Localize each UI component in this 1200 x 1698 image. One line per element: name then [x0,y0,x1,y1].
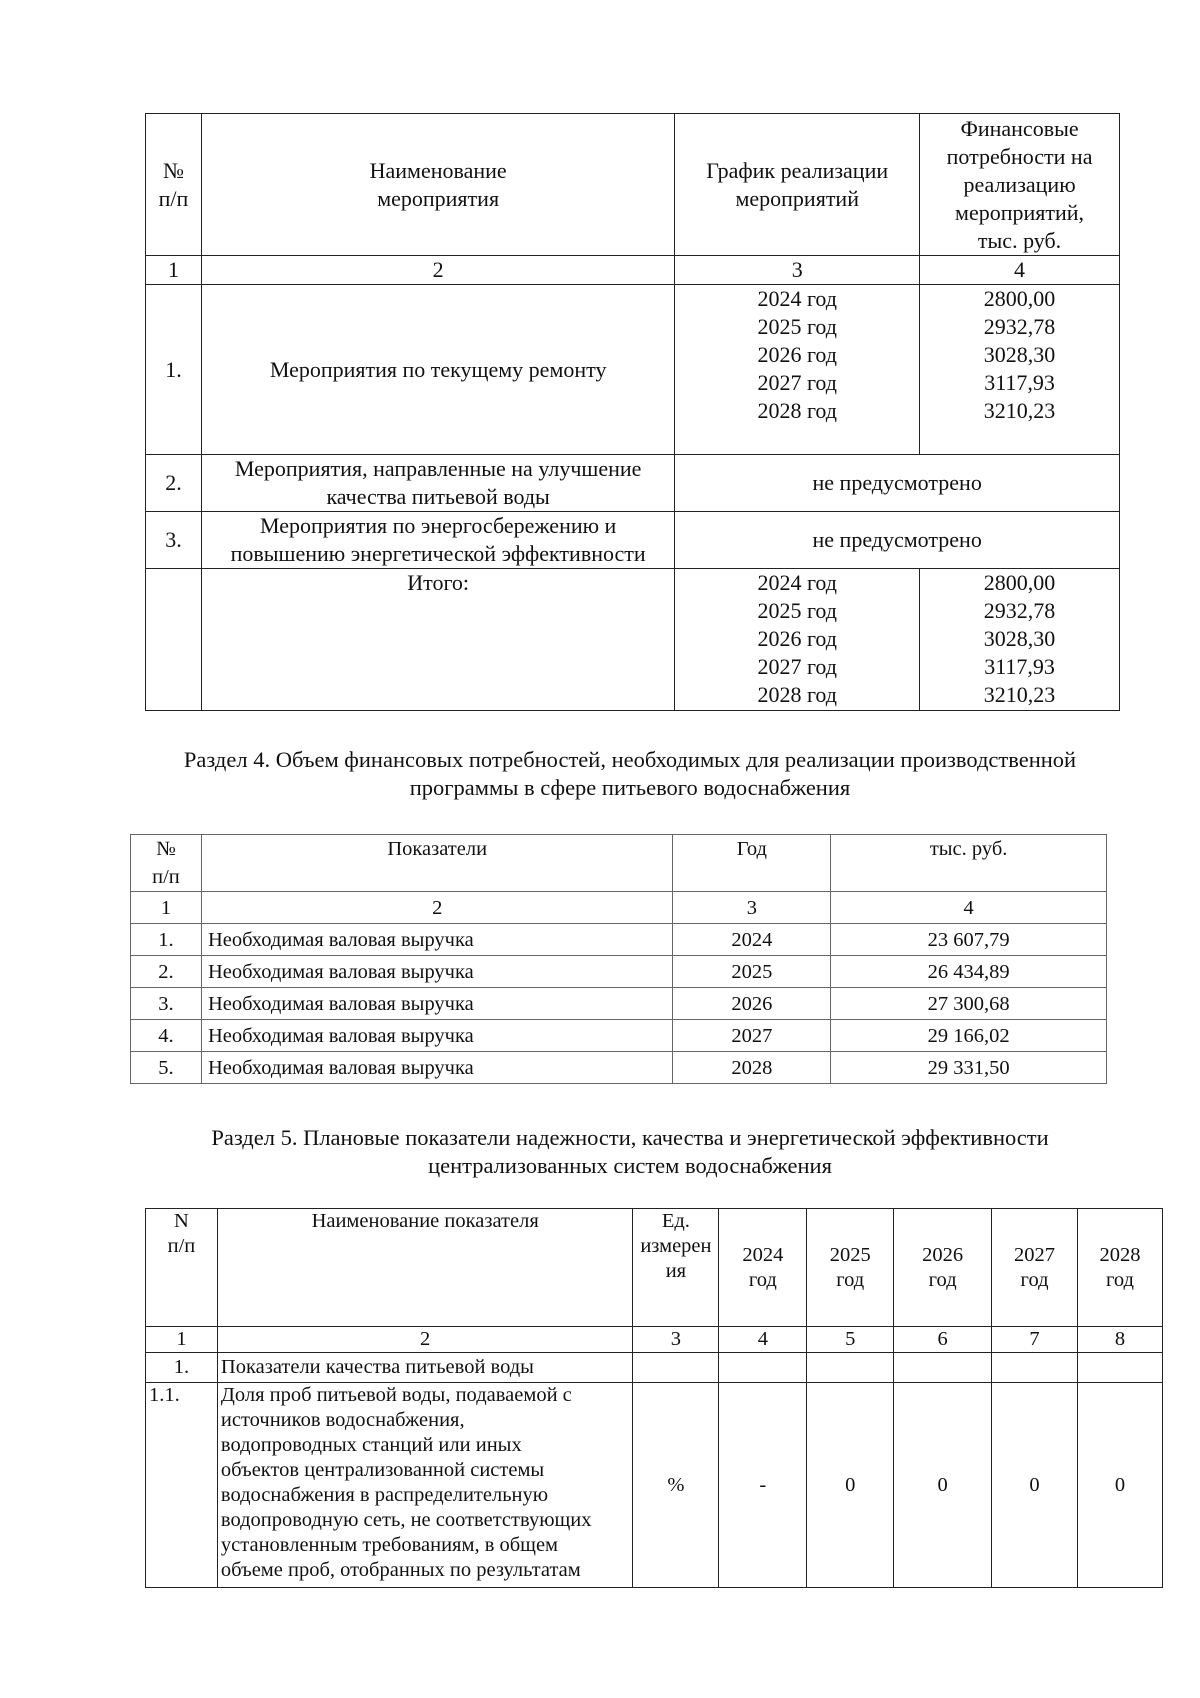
empty-cell [1078,1353,1163,1383]
group-row [146,1353,1163,1383]
row-value-2024: - [719,1383,807,1588]
header-finance: Финансовые потребности на реализацию мероприятий, тыс. руб. [920,114,1120,256]
empty-cell [633,1353,719,1383]
row-num: 3. [146,512,202,569]
colnum: 1 [146,1327,218,1353]
column-number-row [146,1327,1163,1353]
row-year: 2028 [673,1052,831,1084]
row-indicator-name: Доля проб питьевой воды, подаваемой с источников водоснабжения, водопроводных станций или иных объектов централизованной системы водоснабжения в распределительную водопроводную сеть, не соответствующих установленным требованиям, в общем объеме проб, отобранных по результатам [217,1383,633,1588]
header-indicator-name: Наименование показателя [217,1209,633,1327]
row-unit: % [633,1383,719,1588]
row-num: 2. [146,455,202,512]
colnum: 3 [675,256,920,285]
colnum: 4 [719,1327,807,1353]
row-value: 27 300,68 [831,988,1107,1020]
revenue-table [130,834,1107,1084]
colnum: 3 [673,892,831,924]
table-row [146,1383,1163,1588]
row-year: 2024 [673,924,831,956]
colnum: 4 [920,256,1120,285]
total-label: Итого: [201,569,674,711]
total-values: 2800,00 2932,78 3028,30 3117,93 3210,23 [920,569,1120,711]
row-num [146,569,202,711]
colnum: 2 [201,256,674,285]
colnum: 5 [807,1327,894,1353]
row-indicator: Необходимая валовая выручка [201,1052,673,1084]
row-year: 2027 [673,1020,831,1052]
header-year: Год [673,835,831,892]
row-values: 2800,00 2932,78 3028,30 3117,93 3210,23 [920,285,1120,455]
row-year: 2025 [673,956,831,988]
colnum: 7 [992,1327,1078,1353]
row-value: 29 331,50 [831,1052,1107,1084]
section-5-title: Раздел 5. Плановые показатели надежности, качества и энергетической эффективности централизованных систем водоснабжения [211,1125,1049,1178]
header-unit: Ед. измерен ия [633,1209,719,1327]
row-value: 26 434,89 [831,956,1107,988]
row-indicator: Необходимая валовая выручка [201,924,673,956]
colnum: 1 [146,256,202,285]
section-4-title: Раздел 4. Объем финансовых потребностей, необходимых для реализации производственной программы в сфере питьевого водоснабжения [183,747,1077,800]
table-row [146,455,1120,512]
total-years: 2024 год 2025 год 2026 год 2027 год 2028 год [675,569,920,711]
table-row [131,988,1107,1020]
header-year-2025: 2025 год [807,1209,894,1327]
colnum: 2 [201,892,673,924]
colnum: 3 [633,1327,719,1353]
header-year-2024: 2024 год [719,1209,807,1327]
header-indicator: Показатели [201,835,673,892]
row-activity: Мероприятия по текущему ремонту [201,285,674,455]
table-row [146,512,1120,569]
column-number-row [146,256,1120,285]
row-note: не предусмотрено [675,455,1120,512]
total-row [146,569,1120,711]
row-value: 23 607,79 [831,924,1107,956]
row-num: 1.1. [146,1383,218,1588]
header-num: № п/п [146,114,202,256]
table-row [131,924,1107,956]
table-row [146,285,1120,455]
colnum: 8 [1078,1327,1163,1353]
row-indicator: Необходимая валовая выручка [201,1020,673,1052]
row-num: 1. [146,285,202,455]
header-amount: тыс. руб. [831,835,1107,892]
colnum: 2 [217,1327,633,1353]
row-num: 4. [131,1020,202,1052]
row-value-2025: 0 [807,1383,894,1588]
row-activity: Мероприятия, направленные на улучшение качества питьевой воды [201,455,674,512]
table-row [131,1052,1107,1084]
header-year-2028: 2028 год [1078,1209,1163,1327]
row-year: 2026 [673,988,831,1020]
row-note: не предусмотрено [675,512,1120,569]
column-number-row [131,892,1107,924]
header-num: N п/п [146,1209,218,1327]
row-indicator: Необходимая валовая выручка [201,956,673,988]
header-activity-name: Наименование мероприятия [201,114,674,256]
row-num: 1. [146,1353,218,1383]
colnum: 1 [131,892,202,924]
table-row [131,956,1107,988]
empty-cell [719,1353,807,1383]
row-years: 2024 год 2025 год 2026 год 2027 год 2028 год [675,285,920,455]
empty-cell [807,1353,894,1383]
activities-table [145,113,1120,711]
indicators-table [145,1208,1163,1588]
row-num: 3. [131,988,202,1020]
table-header-row [146,114,1120,256]
row-num: 1. [131,924,202,956]
table-row [131,1020,1107,1052]
row-activity: Мероприятия по энергосбережению и повышению энергетической эффективности [201,512,674,569]
row-num: 2. [131,956,202,988]
group-title: Показатели качества питьевой воды [217,1353,633,1383]
row-value-2027: 0 [992,1383,1078,1588]
row-value: 29 166,02 [831,1020,1107,1052]
colnum: 4 [831,892,1107,924]
colnum: 6 [894,1327,992,1353]
row-num: 5. [131,1052,202,1084]
empty-cell [894,1353,992,1383]
row-value-2028: 0 [1078,1383,1163,1588]
header-year-2027: 2027 год [992,1209,1078,1327]
header-schedule: График реализации мероприятий [675,114,920,256]
table-header-row [146,1209,1163,1327]
row-value-2026: 0 [894,1383,992,1588]
table-header-row [131,835,1107,892]
row-indicator: Необходимая валовая выручка [201,988,673,1020]
header-year-2026: 2026 год [894,1209,992,1327]
header-num: № п/п [131,835,202,892]
empty-cell [992,1353,1078,1383]
